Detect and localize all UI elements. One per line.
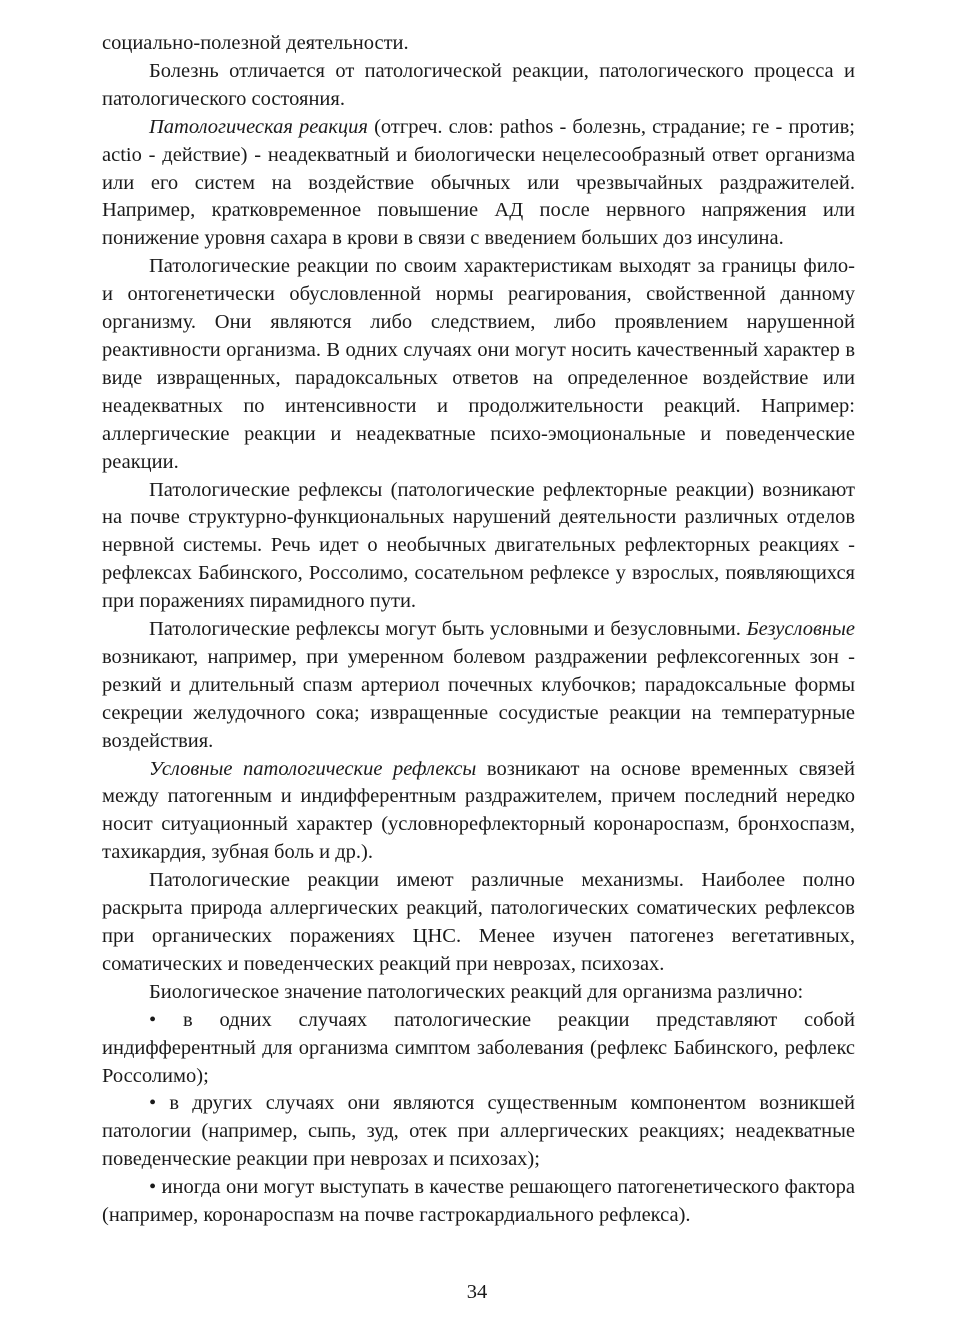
term-pathological-reaction: Патологическая реакция (149, 115, 368, 138)
paragraph-mechanisms: Патологические реакции имеют различные механизмы. Наиболее полно раскрыта природа аллергических реакций, патологических соматических рефлексов при органических поражениях ЦНС. Менее изучен патогенез вегетативных, соматических и поведенческих реакций при неврозах, психозах. (102, 869, 855, 975)
paragraph-unconditioned-reflexes (102, 616, 855, 756)
page-body (102, 30, 855, 1230)
paragraph-text: возникают на основе временных связей между патогенным и индифферентным раздражителем, причем последний нередко носит ситуационный характер (условнорефлекторный коронароспазм, бронхоспазм, тахикардия, зубная боль и др.). (102, 757, 855, 864)
paragraph-biological-significance: Биологическое значение патологических реакций для организма различно: (149, 980, 804, 1003)
list-item-indifferent-symptom: • в одних случаях патологические реакции представляют собой индифферентный для организма симптом заболевания (рефлекс Бабинского, рефлекс Россолимо); (102, 1008, 855, 1087)
paragraph-text: возникают, например, при умеренном болевом раздражении рефлексогенных зон - резкий и длительный спазм артериол почечных клубочков; парадоксальные формы секреции желудочного сока; извращенные сосудистые реакции на температурные воздействия. (102, 645, 855, 752)
list-item-decisive-factor: • иногда они могут выступать в качестве решающего патогенетического фактора (например, коронароспазм на почве гастрокардиального рефлекса). (102, 1176, 855, 1227)
paragraph-conditioned-reflexes (102, 756, 855, 868)
paragraph-text: Патологические рефлексы могут быть условными и безусловными. (149, 618, 747, 641)
paragraph-continuation: социально-полезной деятельности. (102, 32, 409, 54)
page-number: 34 (466, 1281, 488, 1303)
list-item-essential-component: • в других случаях они являются существенным компонентом возникшей патологии (например, сыпь, зуд, отек при аллергических реакциях; неадекватные поведенческие реакции при неврозах и психозах); (102, 1092, 855, 1171)
paragraph-pathological-reaction-definition (102, 114, 855, 254)
paragraph-pathological-reflexes: Патологические рефлексы (патологические рефлекторные реакции) возникают на почве структурно-функциональных нарушений деятельности различных отделов нервной системы. Речь идет о необычных двигательных рефлекторных реакциях - рефлексах Бабинского, Россолимо, сосательном рефлексе у взрослых, появляющихся при поражениях пирамидного пути. (102, 478, 855, 613)
paragraph-disease-distinction: Болезнь отличается от патологической реакции, патологического процесса и патологического состояния. (102, 59, 855, 110)
paragraph-reaction-characteristics: Патологические реакции по своим характеристикам выходят за границы фило- и онтогенетически обусловленной нормы реагирования, свойственной данному организму. Они являются либо следствием, либо проявлением нарушенной реактивности организма. В одних случаях они могут носить качественный характер в виде извращенных, парадоксальных ответов на определенное воздействие или неадекватных по интенсивности и продолжительности реакций. Например: аллергические реакции и неадекватные психо-эмоциональные и поведенческие реакции. (102, 255, 855, 473)
term-unconditioned: Безусловные (746, 618, 855, 641)
definition-text: (отгреч. слов: pathos - болезнь, страдание; ге - против; actio - действие) - неадекватный и биологически нецелесообразный ответ организма или его систем на воздействие обычных или чрезвычайных раздражителей. Например, кратковременное повышение АД после нервного напряжения или понижение уровня сахара в крови в связи с введением больших доз инсулина. (102, 115, 855, 250)
term-conditioned-reflexes: Условные патологические рефлексы (149, 757, 477, 780)
